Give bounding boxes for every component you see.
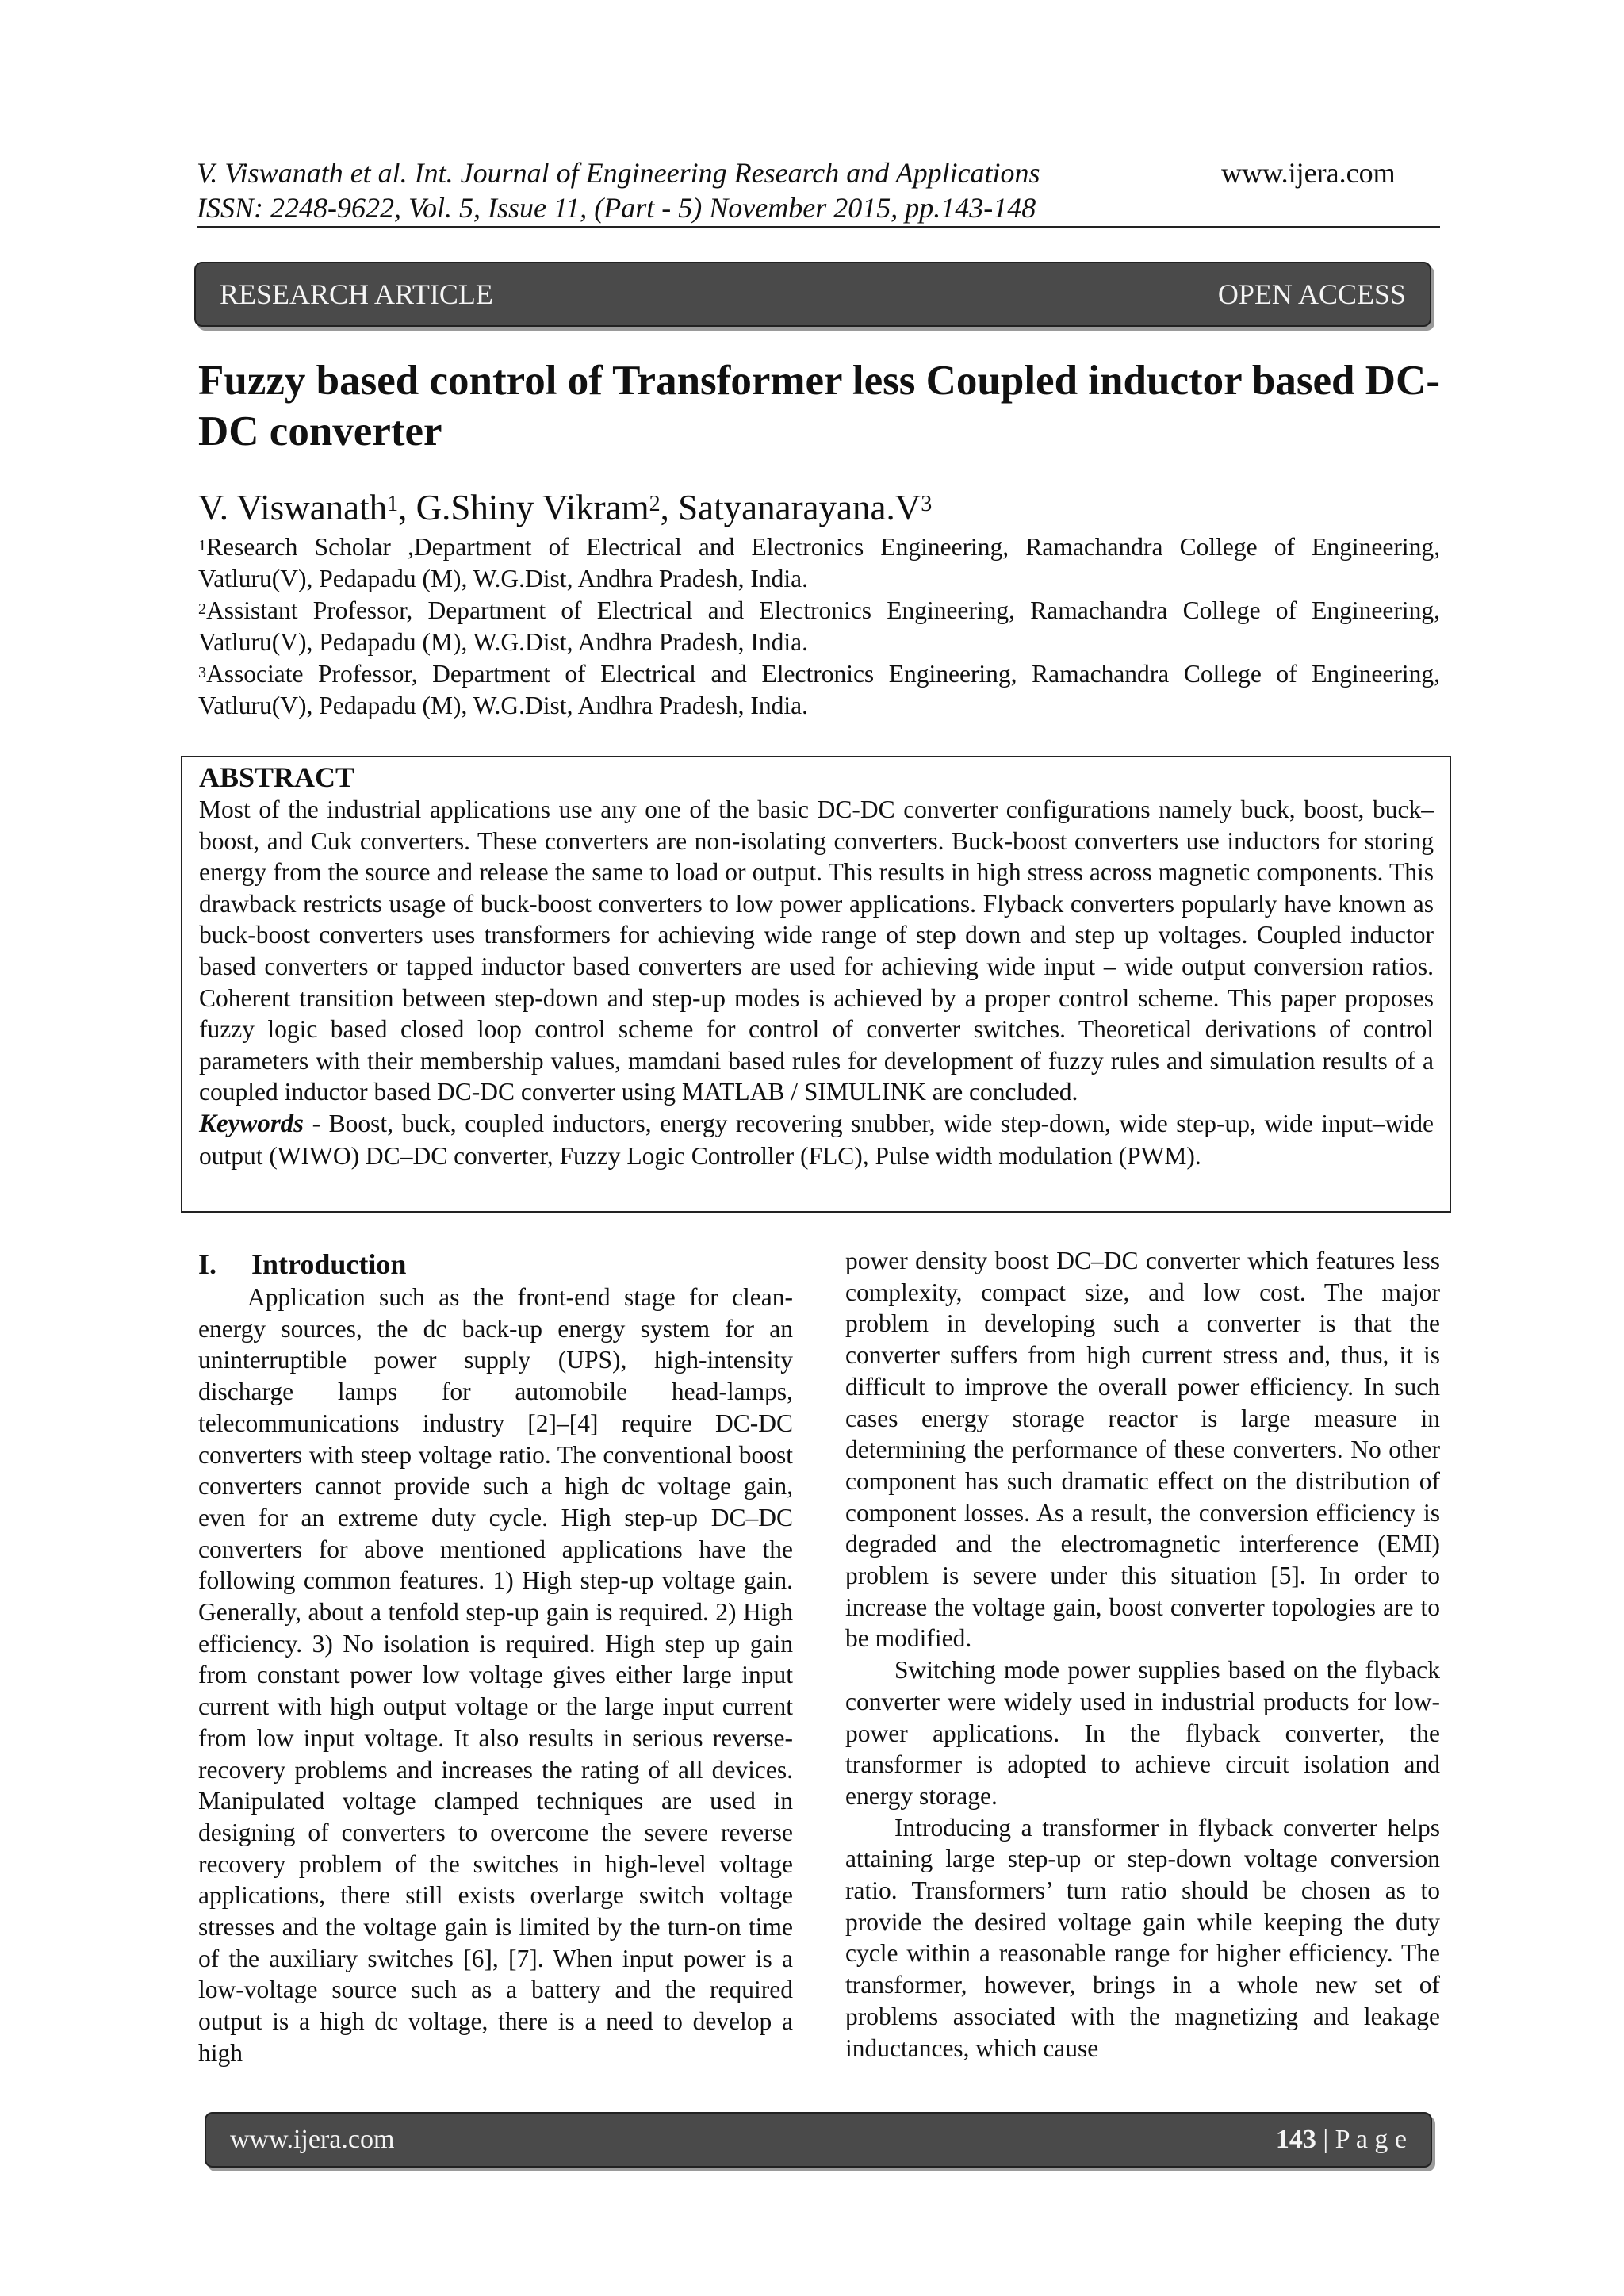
open-access-label: OPEN ACCESS (1217, 278, 1406, 310)
affiliation-1-sup: 1 (198, 537, 206, 554)
paper-title: Fuzzy based control of Transformer less Coupled inductor based DC-DC converter (198, 358, 1440, 454)
right-column (845, 1245, 1440, 2064)
affiliation-1 (198, 531, 1440, 595)
affiliation-3-text: Associate Professor, Department of Electrical and Electronics Engineering, Ramachandra College of Engineering, Vatluru(V), Pedapadu (M), W.G.Dist, Andhra Pradesh, India. (198, 660, 1440, 719)
header-site-link[interactable]: www.ijera.com (1221, 157, 1396, 189)
intro-paragraph-4: Introducing a transformer in flyback converter helps attaining large step-up or step-down voltage conversion ratio. Transformers’ turn ratio should be chosen as to provide the desired voltage gain while keeping the duty cycle within a reasonable range for higher efficiency. The transformer, however, brings in a whole new set of problems associated with the magnetizing and leakage inductances, which cause (845, 1813, 1440, 2062)
page-number-value: 143 (1275, 2125, 1316, 2154)
journal-line-2: ISSN: 2248-9622, Vol. 5, Issue 11, (Part - 5) November 2015, pp.143-148 (197, 192, 1036, 224)
affiliation-2-text: Assistant Professor, Department of Electrical and Electronics Engineering, Ramachandra College of Engineering, Vatluru(V), Pedapadu (M), W.G.Dist, Andhra Pradesh, India. (198, 596, 1440, 656)
author-2-sup: 2 (649, 492, 661, 516)
affiliation-3-sup: 3 (198, 664, 206, 681)
research-article-label: RESEARCH ARTICLE (220, 278, 493, 310)
intro-paragraph-3: Switching mode power supplies based on the flyback converter were widely used in industrial products for low-power applications. In the flyback converter, the transformer is adopted to achieve circuit isolation and energy storage. (845, 1656, 1440, 1810)
affiliations (198, 531, 1440, 722)
footer-banner (205, 2112, 1432, 2168)
abstract-heading: ABSTRACT (199, 761, 355, 793)
footer-site-link[interactable]: www.ijera.com (230, 2125, 395, 2154)
abstract-body: Most of the industrial applications use any one of the basic DC-DC converter configurations namely buck, boost, buck–boost, and Cuk converters. These converters are non-isolating converters. Buck-boost converters use inductors for storing energy from the source and release the same to load or output. This results in high stress across magnetic components. This drawback restricts usage of buck-boost converters to low power applications. Flyback converters popularly have known as buck-boost converters uses transformers for achieving wide range of step down and step up voltages. Coupled inductor based converters or tapped inductor based converters are used for achieving wide input – wide output conversion ratios. Coherent transition between step-down and step-up modes is achieved by a proper control scheme. This paper proposes fuzzy logic based closed loop control scheme for control of converter switches. Theoretical derivations of control parameters with their membership values, mamdani based rules for development of fuzzy rules and simulation results of a coupled inductor based DC-DC converter using MATLAB / SIMULINK are concluded. (199, 795, 1434, 1106)
journal-citation (197, 155, 1148, 225)
keywords-text: - Boost, buck, coupled inductors, energy recovering snubber, wide step-down, wide step-up, wide input–wide output (WIWO) DC–DC converter, Fuzzy Logic Controller (FLC), Pulse width modulation (PWM). (199, 1109, 1434, 1170)
author-1: V. Viswanath (198, 488, 388, 527)
intro-paragraph-2: power density boost DC–DC converter which features less complexity, compact size, and low cost. The major problem in developing such a converter is that the converter suffers from high current stress and, thus, it is difficult to improve the overall power efficiency. In such cases energy storage reactor is large measure in determining the performance of these converters. No other component has such dramatic effect on the distribution of component losses. As a result, the conversion efficiency is degraded and the electromagnetic interference (EMI) problem is severe under this situation [5]. In order to increase the voltage gain, boost converter topologies are to be modified. (845, 1247, 1440, 1653)
keywords-line (199, 1108, 1434, 1171)
author-3: , Satyanarayana.V (660, 488, 921, 527)
affiliation-1-text: Research Scholar ,Department of Electrical and Electronics Engineering, Ramachandra College of Engineering, Vatluru(V), Pedapadu (M), W.G.Dist, Andhra Pradesh, India. (198, 533, 1440, 592)
affiliation-3 (198, 658, 1440, 722)
intro-paragraph-1: Application such as the front-end stage for clean-energy sources, the dc back-up energy system for an uninterruptible power supply (UPS), high-intensity discharge lamps for automobile head-lamps, telecommunications industry [2]–[4] require DC-DC converters with steep voltage ratio. The conventional boost converters cannot provide such a high dc voltage gain, even for an extreme duty cycle. High step-up DC–DC converters for above mentioned applications have the following common features. 1) High step-up voltage gain. Generally, about a tenfold step-up gain is required. 2) High efficiency. 3) No isolation is required. High step up gain from constant power low voltage gives either large input current with high output voltage or the large input current from low input voltage. It also results in serious reverse-recovery problems and increases the rating of all devices. Manipulated voltage clamped techniques are used in designing of converters to overcome the severe reverse recovery problem of the switches in high-level voltage applications, there still exists overlarge switch voltage stresses and the voltage gain is limited by the turn-on time of the auxiliary switches [6], [7]. When input power is a low-voltage source such as a battery and the required output is a high dc voltage, there is a need to develop a high (198, 1283, 793, 2067)
section-heading-introduction (198, 1247, 793, 1282)
author-3-sup: 3 (921, 492, 933, 516)
author-1-sup: 1 (387, 492, 399, 516)
keywords-label: Keywords (199, 1109, 304, 1138)
affiliation-2-sup: 2 (198, 600, 206, 618)
article-type-banner (194, 262, 1431, 327)
header-rule (197, 226, 1440, 228)
affiliation-2 (198, 595, 1440, 658)
author-list (198, 485, 932, 530)
author-2: , G.Shiny Vikram (398, 488, 649, 527)
abstract-box (181, 756, 1451, 1213)
journal-line-1: V. Viswanath et al. Int. Journal of Engineering Research and Applications (197, 157, 1040, 189)
section-title: Introduction (251, 1248, 407, 1280)
page-number (1276, 2125, 1407, 2155)
page-label: | P a g e (1316, 2125, 1407, 2154)
left-column (198, 1247, 793, 2069)
section-number: I. (198, 1248, 217, 1280)
